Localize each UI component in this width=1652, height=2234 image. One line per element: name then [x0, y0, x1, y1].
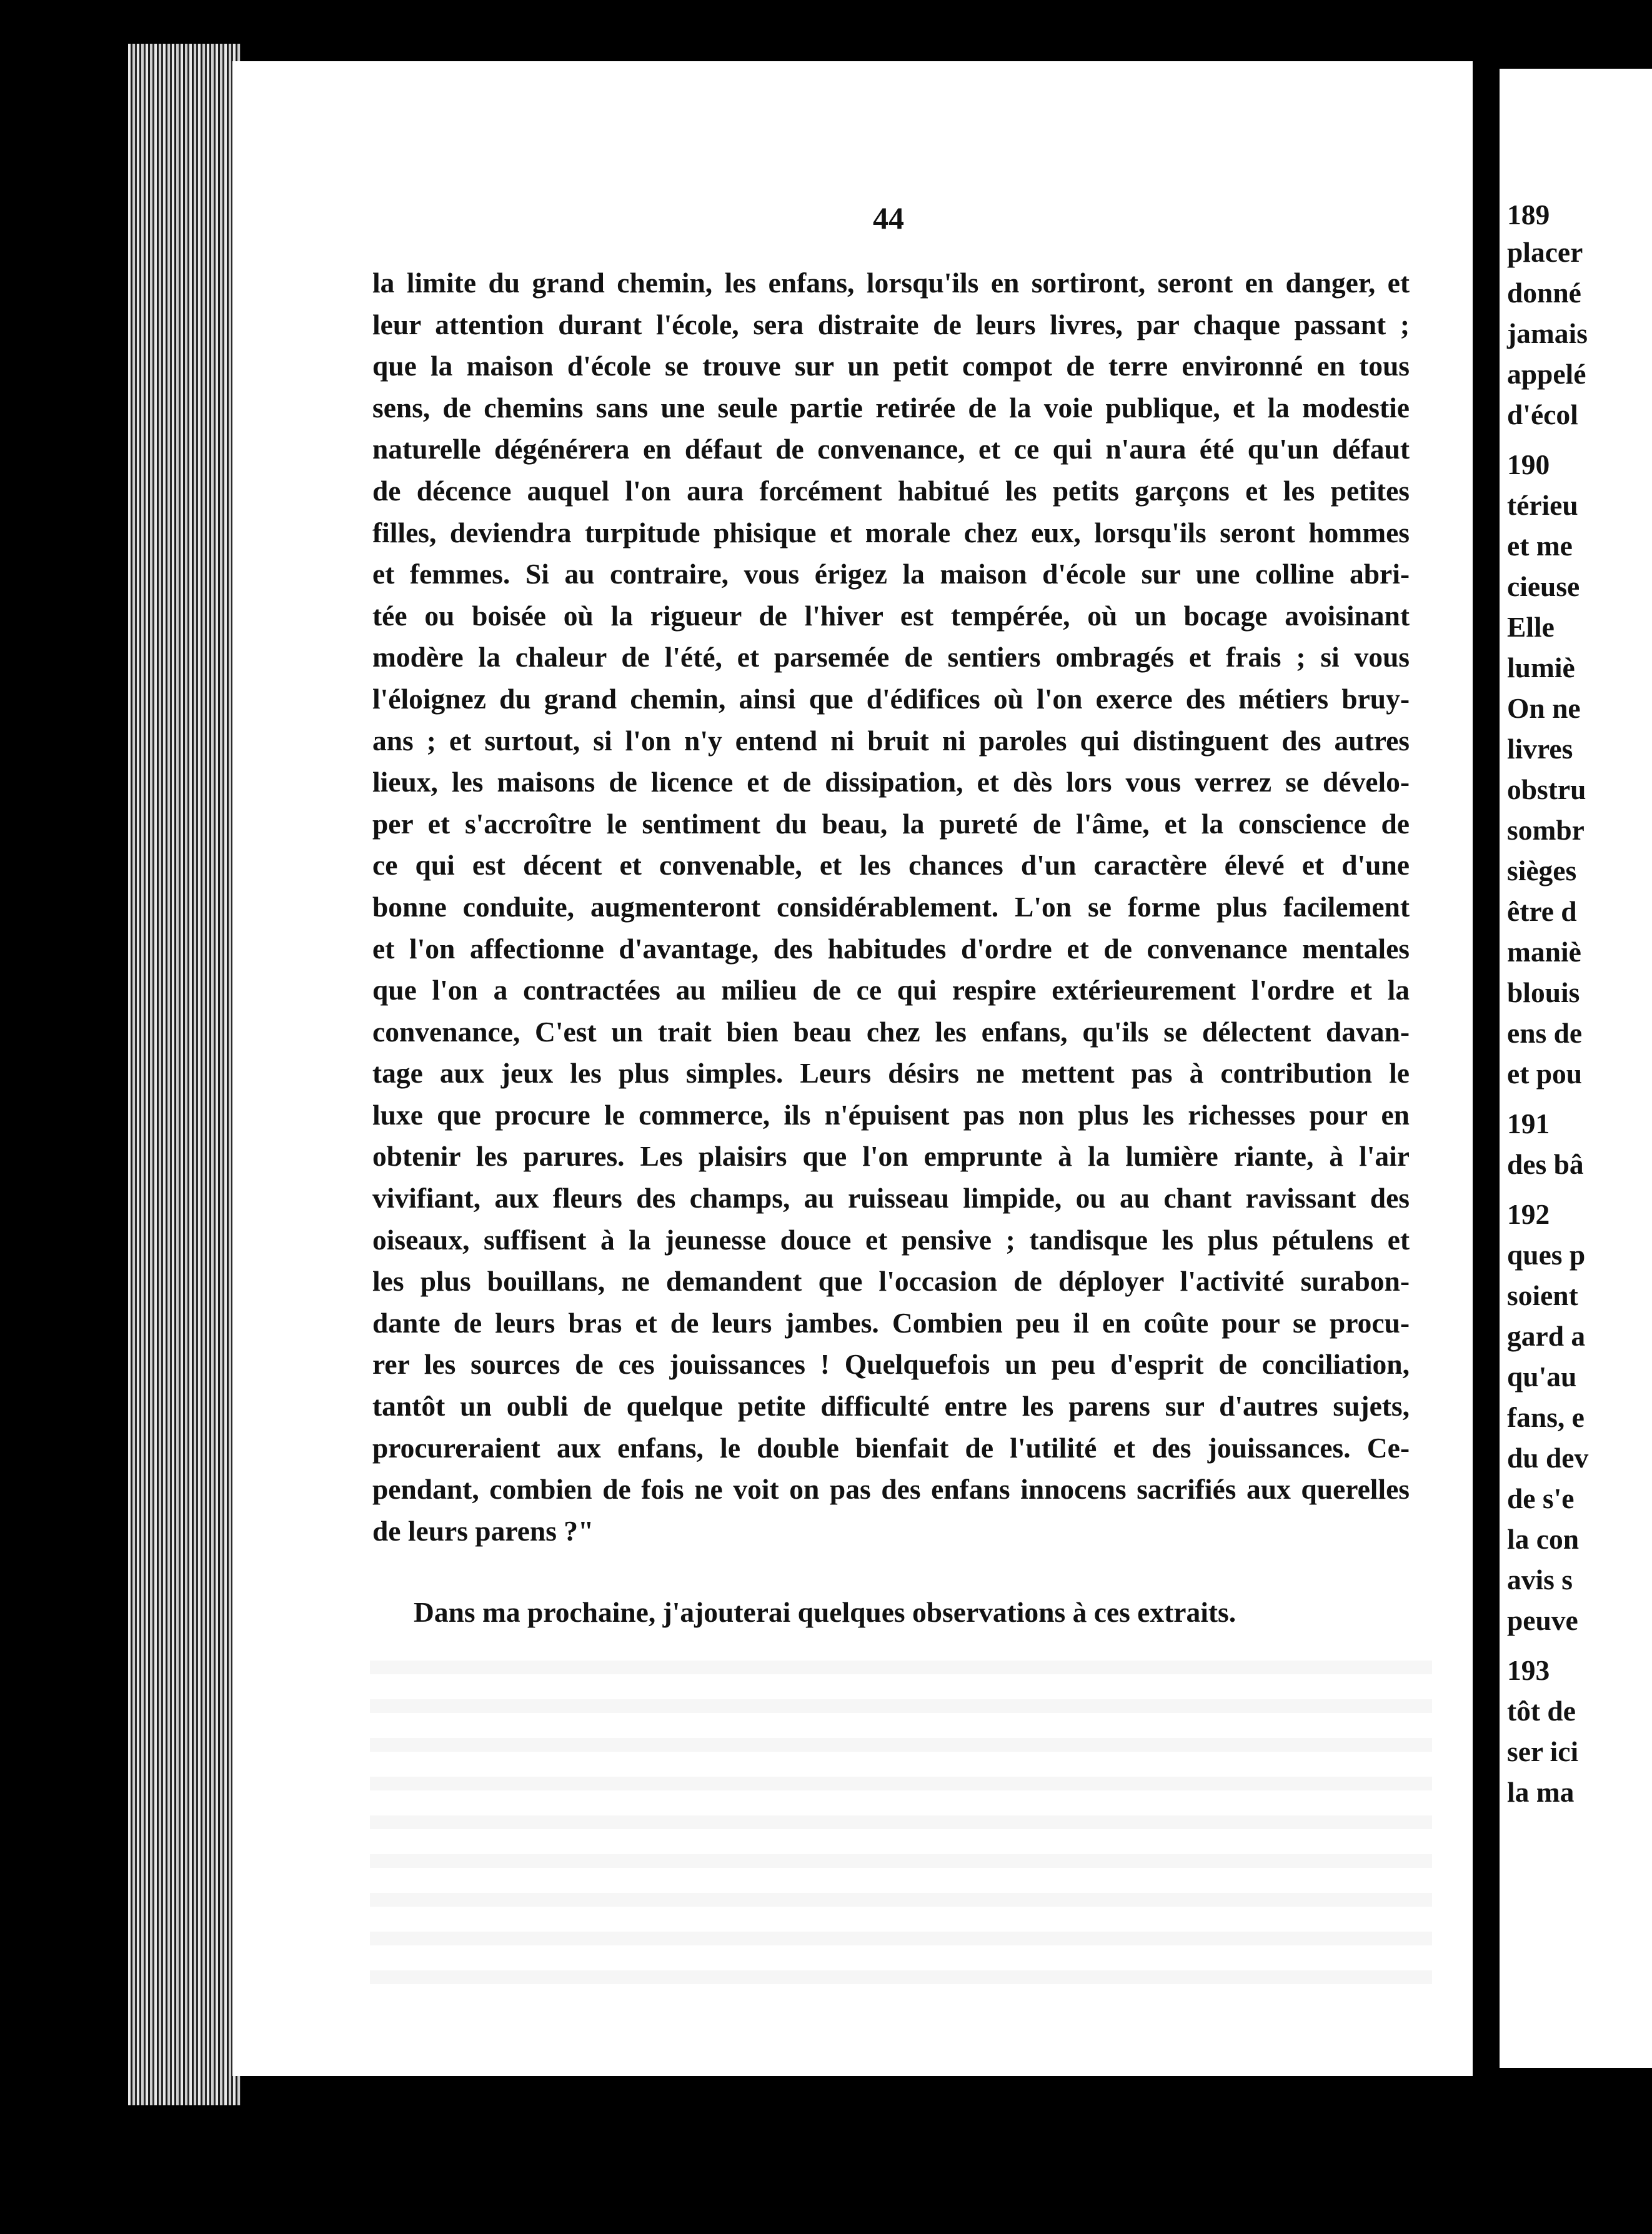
left-page	[232, 61, 1473, 2076]
book-page-edges	[128, 44, 241, 2105]
right-page-line: maniè	[1507, 936, 1581, 968]
text-line: tée ou boisée où la rigueur de l'hiver est tempérée, où un bocage avoisinant	[372, 599, 1410, 632]
text-line: tantôt un oubli de quelque petite difficulté entre les parens sur d'autres sujets,	[372, 1390, 1410, 1422]
right-page-line: donné	[1507, 277, 1581, 309]
right-page-line: être d	[1507, 895, 1577, 927]
text-line: que l'on a contractées au milieu de ce qui respire extérieurement l'ordre et la	[372, 974, 1410, 1006]
right-page-line: la ma	[1507, 1776, 1575, 1808]
text-line: de leurs parens ?"	[372, 1514, 594, 1547]
text-line: luxe que procure le commerce, ils n'épuisent pas non plus les richesses pour en	[372, 1098, 1410, 1131]
text-line: dante de leurs bras et de leurs jambes. Combien peu il en coûte pour se procu-	[372, 1306, 1410, 1339]
right-page-line: 191	[1507, 1108, 1550, 1139]
right-page-line: livres	[1507, 733, 1573, 765]
text-line: que la maison d'école se trouve sur un petit compot de terre environné en tous	[372, 350, 1410, 382]
text-line: filles, deviendra turpitude phisique et morale chez eux, lorsqu'ils seront hommes	[372, 516, 1410, 549]
text-line: modère la chaleur de l'été, et parsemée de sentiers ombragés et frais ; si vous	[372, 641, 1410, 673]
right-page-line: d'écol	[1507, 399, 1578, 430]
text-line: oiseaux, suffisent à la jeunesse douce et pensive ; tandisque les plus pétulens et	[372, 1223, 1410, 1256]
right-page-line: et pou	[1507, 1058, 1583, 1090]
text-line: ans ; et surtout, si l'on n'y entend ni bruit ni paroles qui distinguent des autres	[372, 724, 1410, 757]
text-line: lieux, les maisons de licence et de dissipation, et dès lors vous verrez se dévelo-	[372, 766, 1410, 798]
page-number: 44	[873, 201, 904, 236]
text-line: de décence auquel l'on aura forcément habitué les petits garçons et les petites	[372, 474, 1410, 507]
right-page-line: qu'au	[1507, 1361, 1577, 1393]
right-page-line: des bâ	[1507, 1148, 1584, 1180]
right-page-line: ser ici	[1507, 1735, 1579, 1767]
text-line: naturelle dégénérera en défaut de convenance, et ce qui n'aura été qu'un défaut	[372, 433, 1410, 465]
right-page-line: peuve	[1507, 1604, 1578, 1636]
text-line: sens, de chemins sans une seule partie retirée de la voie publique, et la modestie	[372, 391, 1410, 424]
right-page-line: Elle	[1507, 611, 1555, 643]
text-line: per et s'accroître le sentiment du beau, la pureté de l'âme, et la conscience de	[372, 807, 1410, 840]
right-page-line: gard a	[1507, 1320, 1586, 1352]
right-page-line: placer	[1507, 236, 1583, 268]
text-line: tage aux jeux les plus simples. Leurs désirs ne mettent pas à contribution le	[372, 1057, 1410, 1090]
right-page-line: On ne	[1507, 692, 1581, 724]
text-line: vivifiant, aux fleurs des champs, au ruisseau limpide, ou au chant ravissant des	[372, 1182, 1410, 1214]
text-line: leur attention durant l'école, sera distraite de leurs livres, par chaque passant ;	[372, 308, 1410, 340]
text-line: ce qui est décent et convenable, et les chances d'un caractère élevé et d'une	[372, 849, 1410, 881]
right-page-line: cieuse	[1507, 570, 1580, 602]
right-page-line: térieu	[1507, 489, 1578, 521]
text-line: les plus bouillans, ne demandent que l'occasion de déployer l'activité surabon-	[372, 1265, 1410, 1298]
right-page-line: sièges	[1507, 855, 1577, 886]
right-page-line: de s'e	[1507, 1482, 1575, 1514]
right-page-line: et me	[1507, 530, 1573, 562]
right-page-line: 193	[1507, 1654, 1550, 1686]
right-page-line: du dev	[1507, 1442, 1589, 1474]
right-page-line: la con	[1507, 1523, 1580, 1555]
text-line: rer les sources de ces jouissances ! Quelquefois un peu d'esprit de conciliation,	[372, 1348, 1410, 1381]
right-page-line: soient	[1507, 1279, 1578, 1311]
right-page-line: avis s	[1507, 1564, 1573, 1596]
closing-sentence: Dans ma prochaine, j'ajouterai quelques observations à ces extraits.	[414, 1596, 1237, 1628]
text-line: convenance, C'est un trait bien beau chez les enfans, qu'ils se délectent davan-	[372, 1015, 1410, 1048]
main-paragraph	[372, 262, 1410, 1552]
text-line: procureraient aux enfans, le double bienfait de l'utilité et des jouissances. Ce-	[372, 1431, 1410, 1464]
right-page-line: 190	[1507, 449, 1550, 480]
right-page-line: appelé	[1507, 358, 1586, 390]
text-line: la limite du grand chemin, les enfans, lorsqu'ils en sortiront, seront en danger, et	[372, 267, 1410, 299]
right-page-line: 189	[1507, 199, 1550, 231]
right-page-line: 192	[1507, 1198, 1550, 1230]
right-page-line: ens de	[1507, 1017, 1583, 1049]
bleed-through-texture	[370, 1636, 1432, 1985]
right-page-line: ques p	[1507, 1239, 1586, 1271]
text-line: bonne conduite, augmenteront considérablement. L'on se forme plus facilement	[372, 890, 1410, 923]
right-page-line: blouis	[1507, 976, 1580, 1008]
text-line: l'éloignez du grand chemin, ainsi que d'édifices où l'on exerce des métiers bruy-	[372, 682, 1410, 715]
right-page-line: sombr	[1507, 814, 1585, 846]
right-page-fragment	[1500, 69, 1652, 2068]
right-page-line: tôt de	[1507, 1695, 1576, 1727]
text-line: et l'on affectionne d'avantage, des habitudes d'ordre et de convenance mentales	[372, 932, 1410, 965]
text-line: et femmes. Si au contraire, vous érigez la maison d'école sur une colline abri-	[372, 558, 1410, 590]
right-page-line: lumiè	[1507, 652, 1575, 683]
right-page-line: fans, e	[1507, 1401, 1585, 1433]
right-page-line: obstru	[1507, 773, 1586, 805]
text-line: pendant, combien de fois ne voit on pas des enfans innocens sacrifiés aux querelles	[372, 1473, 1410, 1506]
text-line: obtenir les parures. Les plaisirs que l'on emprunte à la lumière riante, à l'air	[372, 1140, 1410, 1173]
right-page-line: jamais	[1507, 317, 1588, 349]
